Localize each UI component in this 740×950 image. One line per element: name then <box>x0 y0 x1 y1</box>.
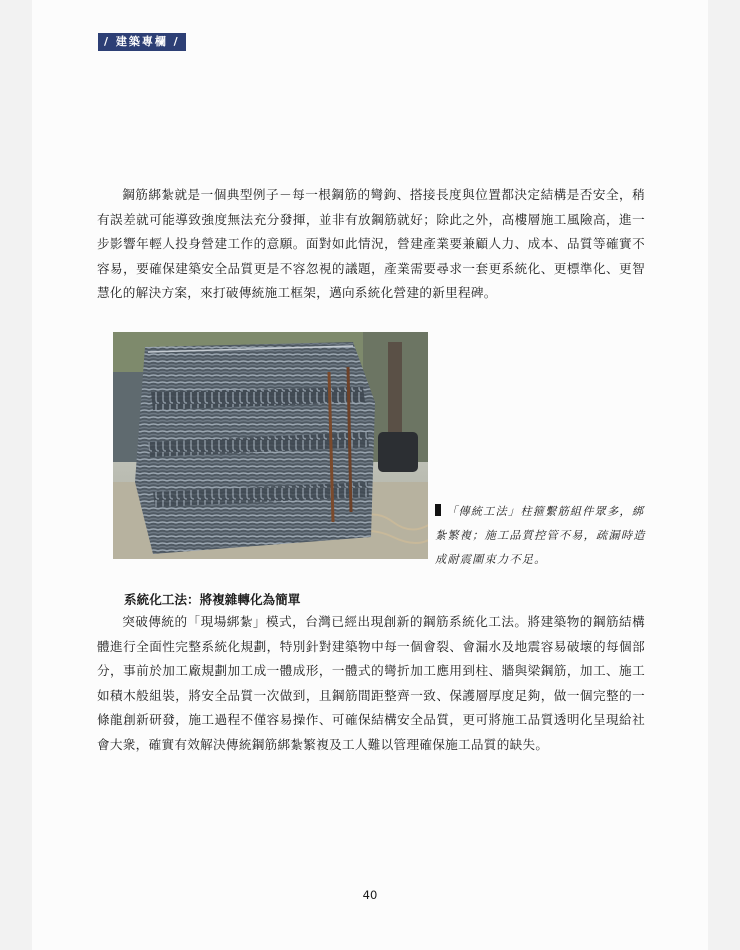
page-margin-left <box>0 0 32 950</box>
section-tag: / 建築專欄 / <box>98 33 186 51</box>
page-number: 40 <box>362 888 378 902</box>
photo-caption-text: 「傳統工法」柱箍繫筋組件眾多，綁紮繁複；施工品質控管不易，疏漏時造成耐震圍束力不足。 <box>435 505 646 566</box>
intro-paragraph: 鋼筋綁紮就是一個典型例子－每一根鋼筋的彎鉤、搭接長度與位置都決定結構是否安全，稍有誤差就可能導致強度無法充分發揮，並非有放鋼筋就好；除此之外，高樓層施工風險高，進一步影響年輕人投身營建工作的意願。面對如此情況，營建產業要兼顧人力、成本、品質等確實不容易，要確保建築安全品質更是不容忽視的議題，產業需要尋求一套更系統化、更標準化、更智慧化的解決方案，來打破傳統施工框架，邁向系統化營建的新里程碑。 <box>97 187 645 300</box>
section-paragraph: 突破傳統的「現場綁紮」模式，台灣已經出現創新的鋼筋系統化工法。將建築物的鋼筋結構體進行全面性完整系統化規劃，特別針對建築物中每一個會裂、會漏水及地震容易破壞的每個部分，事前於加工廠規劃加工成一體成形，一體式的彎折加工應用到柱、牆與梁鋼筋，加工、施工如積木般組裝，將安全品質一次做到，且鋼筋間距整齊一致、保護層厚度足夠，做一個完整的一條龍創新研發，施工過程不僅容易操作、可確保結構安全品質，更可將施工品質透明化呈現給社會大衆，確實有效解決傳統鋼筋綁紮繁複及工人難以管理確保施工品質的缺失。 <box>97 614 645 752</box>
rebar-stack-photo <box>113 332 428 559</box>
section-heading: 系統化工法：將複雜轉化為簡單 <box>124 592 301 607</box>
photo-caption <box>435 500 649 572</box>
caption-marker-icon <box>435 504 441 516</box>
page-margin-right <box>708 0 740 950</box>
